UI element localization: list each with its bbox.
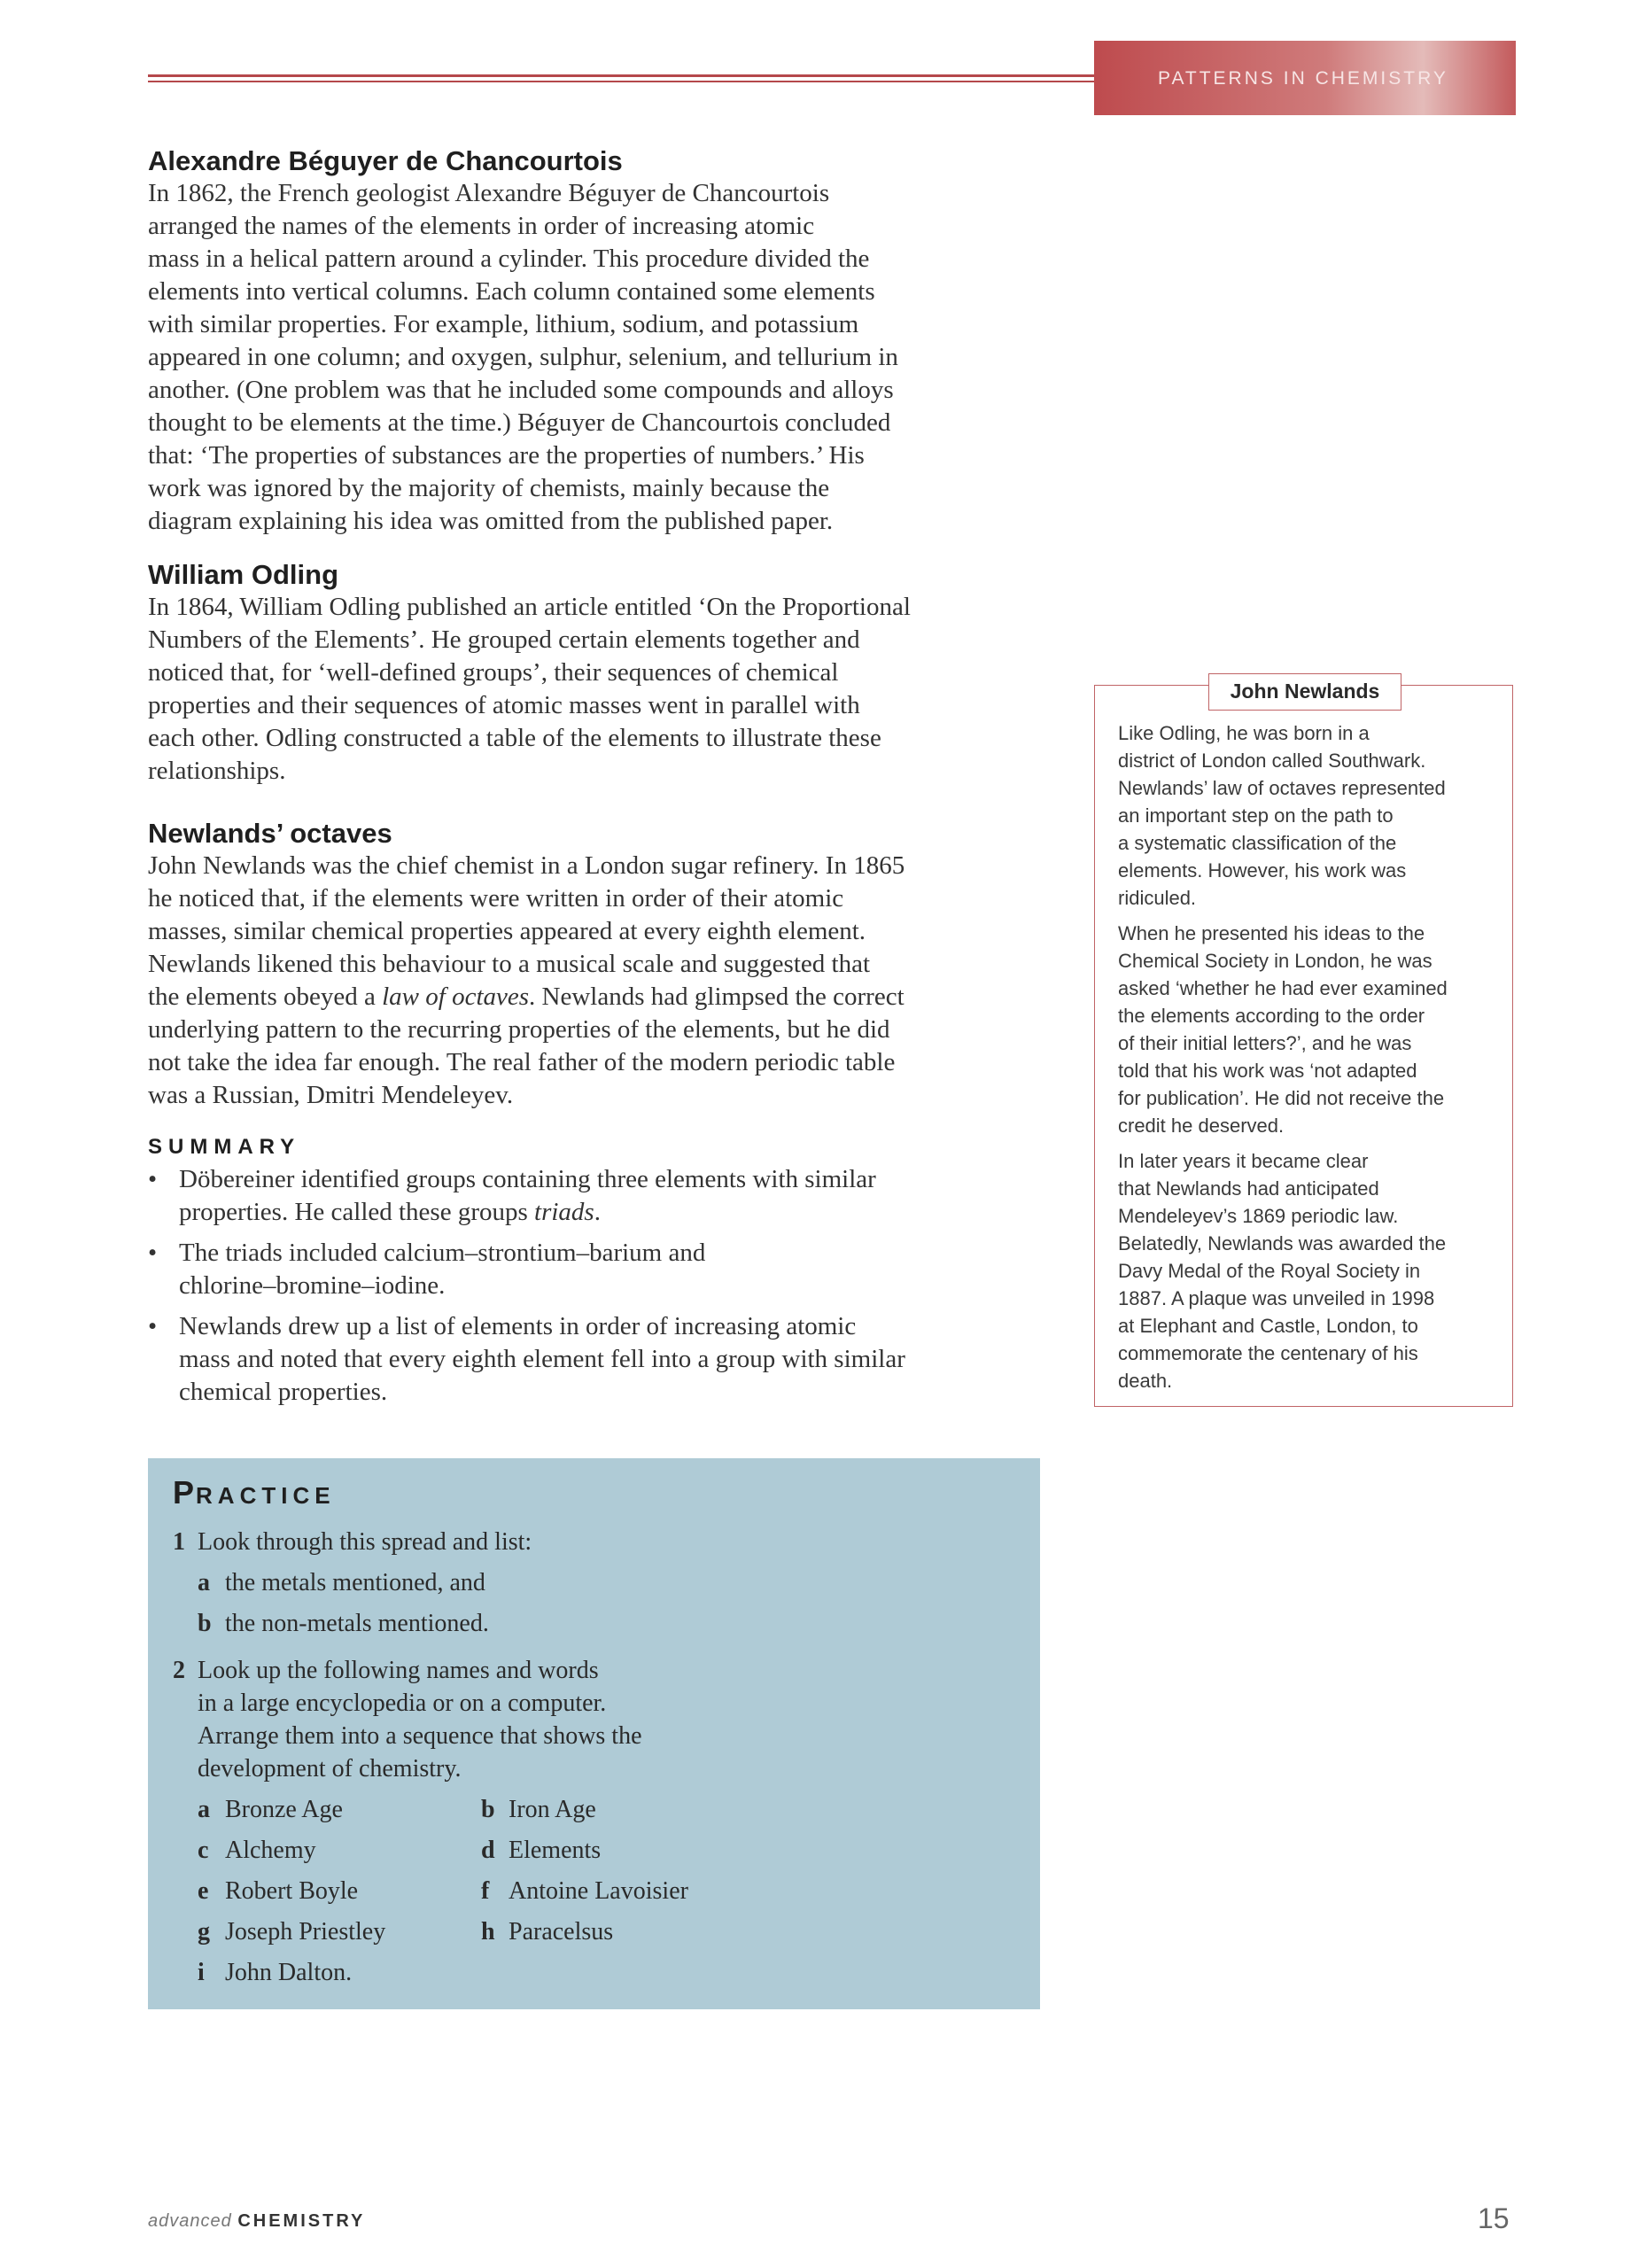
subpart-letter: g [198, 1918, 210, 1946]
sidebar-paragraph [1118, 1147, 1491, 1394]
subpart [198, 1793, 481, 1826]
text-line: each other. Odling constructed a table of the elements to illustrate these [148, 724, 881, 752]
subpart-letter: b [481, 1796, 495, 1823]
subpart-text: Iron Age [509, 1796, 596, 1823]
subpart-text: Antoine Lavoisier [509, 1877, 688, 1905]
subpart-text: the metals mentioned, and [225, 1569, 485, 1596]
summary-list [148, 1163, 1043, 1409]
subpart [198, 1834, 481, 1867]
text-line: In later years it became clear [1118, 1150, 1369, 1172]
text-line: John Newlands was the chief chemist in a London sugar refinery. In 1865 [148, 851, 905, 880]
text-line: Newlands’ law of octaves represented [1118, 777, 1446, 799]
triads-term: triads [534, 1198, 594, 1226]
section-body [148, 177, 1043, 538]
subpart [198, 1956, 481, 1989]
subpart-text: Robert Boyle [225, 1877, 359, 1905]
practice-box [148, 1458, 1040, 2009]
text-line: In 1864, William Odling published an article entitled ‘On the Proportional [148, 593, 911, 621]
text-line: mass and noted that every eighth element fell into a group with similar [179, 1345, 905, 1373]
chapter-tab: PATTERNS IN CHEMISTRY [1094, 41, 1516, 115]
sidebar-paragraph [1118, 719, 1491, 912]
text-line: masses, similar chemical properties appeared at every eighth element. [148, 917, 866, 945]
text-line: In 1862, the French geologist Alexandre Béguyer de Chancourtois [148, 179, 830, 207]
text-line: he noticed that, if the elements were written in order of their atomic [148, 884, 844, 913]
subpart-letter: e [198, 1877, 209, 1905]
subpart-letter: f [481, 1877, 490, 1905]
question-subparts [198, 1566, 1015, 1640]
subpart [198, 1607, 1015, 1640]
subpart [198, 1875, 481, 1907]
subpart [481, 1875, 765, 1907]
subpart-letter: a [198, 1569, 210, 1596]
text-line: was a Russian, Dmitri Mendeleyev. [148, 1081, 514, 1109]
question-number: 1 [173, 1528, 185, 1556]
subpart [481, 1915, 765, 1948]
text-line: chemical properties. [179, 1378, 388, 1406]
text-fragment: . Newlands had glimpsed the correct [529, 983, 905, 1011]
header-rule-thin [148, 81, 1094, 82]
text-line: elements. However, his work was [1118, 859, 1407, 882]
text-fragment: properties. He called these groups [179, 1198, 535, 1226]
summary-item [148, 1237, 1043, 1302]
subpart-text: John Dalton. [225, 1959, 353, 1986]
subpart [481, 1793, 765, 1826]
text-line: death. [1118, 1370, 1173, 1392]
subpart-text: Paracelsus [509, 1918, 614, 1946]
text-fragment: . [594, 1198, 601, 1226]
page-number: 15 [1478, 2202, 1510, 2234]
text-line: at Elephant and Castle, London, to [1118, 1315, 1418, 1337]
text-line: Mendeleyev’s 1869 periodic law. [1118, 1205, 1399, 1227]
summary-item [148, 1163, 1043, 1229]
text-line: thought to be elements at the time.) Béguyer de Chancourtois concluded [148, 408, 891, 437]
text-line: told that his work was ‘not adapted [1118, 1060, 1417, 1082]
sidebar-paragraph [1118, 920, 1491, 1139]
section-newlands [148, 818, 1043, 1112]
question-items-grid [198, 1793, 1015, 1997]
text-line: Chemical Society in London, he was [1118, 950, 1432, 972]
bullet-icon: • [148, 1165, 158, 1193]
practice-heading-initial: P [173, 1474, 197, 1511]
practice-heading-rest: RACTICE [196, 1482, 336, 1509]
subpart-letter: d [481, 1837, 495, 1864]
subpart-text: Elements [509, 1837, 602, 1864]
bullet-icon: • [148, 1239, 158, 1267]
text-line: that Newlands had anticipated [1118, 1177, 1379, 1200]
law-of-octaves-term: law of octaves [382, 983, 530, 1011]
text-line: commemorate the centenary of his [1118, 1342, 1418, 1364]
subpart [198, 1915, 481, 1948]
text-line: mass in a helical pattern around a cylinder. This procedure divided the [148, 245, 870, 273]
text-line: an important step on the path to [1118, 804, 1394, 827]
text-line: 1887. A plaque was unveiled in 1998 [1118, 1287, 1435, 1309]
text-line: noticed that, for ‘well-defined groups’, their sequences of chemical [148, 658, 839, 687]
subpart-letter: h [481, 1918, 495, 1946]
section-odling [148, 559, 1043, 788]
section-heading: Alexandre Béguyer de Chancourtois [148, 145, 623, 176]
section-chancourtois [148, 145, 1043, 538]
text-line: for publication’. He did not receive the [1118, 1087, 1445, 1109]
text-line: appeared in one column; and oxygen, sulphur, selenium, and tellurium in [148, 343, 898, 371]
text-line: development of chemistry. [198, 1755, 462, 1783]
subpart [481, 1834, 765, 1867]
text-line: of their initial letters?’, and he was [1118, 1032, 1412, 1054]
text-line: asked ‘whether he had ever examined [1118, 977, 1448, 999]
text-line: diagram explaining his idea was omitted from the published paper. [148, 507, 834, 535]
subpart-text: the non-metals mentioned. [225, 1610, 489, 1637]
section-heading: Newlands’ octaves [148, 818, 392, 849]
text-line: elements into vertical columns. Each column contained some elements [148, 277, 875, 306]
summary-item [148, 1310, 1043, 1409]
subpart [198, 1566, 1015, 1599]
footer-book-title [148, 2211, 365, 2232]
text-line: Newlands likened this behaviour to a musical scale and suggested that [148, 950, 871, 978]
subpart-letter: i [198, 1959, 205, 1986]
text-line: Like Odling, he was born in a [1118, 722, 1370, 744]
text-line: district of London called Southwark. [1118, 750, 1426, 772]
section-heading: William Odling [148, 559, 339, 590]
header-rule [148, 74, 1094, 77]
subpart-text: Joseph Priestley [225, 1918, 386, 1946]
subpart-letter: b [198, 1610, 212, 1637]
section-body [148, 591, 1043, 788]
text-line: that: ‘The properties of substances are the properties of numbers.’ His [148, 441, 865, 470]
text-line: relationships. [148, 757, 286, 785]
newlands-sidebar [1094, 680, 1513, 1407]
text-line: Numbers of the Elements’. He grouped certain elements together and [148, 625, 860, 654]
text-line: Arrange them into a sequence that shows the [198, 1722, 642, 1750]
footer-book-prefix: advanced [148, 2211, 232, 2231]
subpart-letter: a [198, 1796, 210, 1823]
section-body [148, 850, 1043, 1112]
summary-section [148, 1135, 1043, 1409]
bullet-icon: • [148, 1312, 158, 1340]
text-line: ridiculed. [1118, 887, 1197, 909]
text-line: in a large encyclopedia or on a computer. [198, 1689, 607, 1717]
text-line: Döbereiner identified groups containing three elements with similar [179, 1165, 876, 1193]
text-line: When he presented his ideas to the [1118, 922, 1425, 944]
text-line: underlying pattern to the recurring properties of the elements, but he did [148, 1015, 890, 1044]
subpart-text: Alchemy [225, 1837, 316, 1864]
text-line: not take the idea far enough. The real father of the modern periodic table [148, 1048, 896, 1076]
text-line: chlorine–bromine–iodine. [179, 1271, 446, 1300]
practice-question-1 [173, 1526, 1015, 1640]
text-line: a systematic classification of the [1118, 832, 1397, 854]
practice-question-2 [173, 1654, 1015, 1997]
text-line: The triads included calcium–strontium–barium and [179, 1239, 706, 1267]
text-line: Look up the following names and words [198, 1657, 599, 1684]
question-text: Look through this spread and list: [198, 1528, 532, 1556]
text-line: arranged the names of the elements in order of increasing atomic [148, 212, 815, 240]
text-line: Newlands drew up a list of elements in order of increasing atomic [179, 1312, 857, 1340]
subpart-text: Bronze Age [225, 1796, 343, 1823]
practice-heading [173, 1474, 1015, 1511]
text-line: Davy Medal of the Royal Society in [1118, 1260, 1421, 1282]
text-line: with similar properties. For example, lithium, sodium, and potassium [148, 310, 859, 338]
text-line: Belatedly, Newlands was awarded the [1118, 1232, 1447, 1254]
text-line: work was ignored by the majority of chemists, mainly because the [148, 474, 830, 502]
footer-book-name: CHEMISTRY [237, 2211, 366, 2231]
subpart-letter: c [198, 1837, 209, 1864]
text-line: credit he deserved. [1118, 1115, 1285, 1137]
text-fragment: the elements obeyed a [148, 983, 383, 1011]
text-line: the elements according to the order [1118, 1005, 1425, 1027]
text-line: properties and their sequences of atomic masses went in parallel with [148, 691, 860, 719]
main-column [148, 145, 1043, 1417]
summary-heading: SUMMARY [148, 1135, 301, 1159]
question-number: 2 [173, 1657, 185, 1684]
sidebar-title: John Newlands [1208, 673, 1401, 711]
text-line: another. (One problem was that he included some compounds and alloys [148, 376, 894, 404]
